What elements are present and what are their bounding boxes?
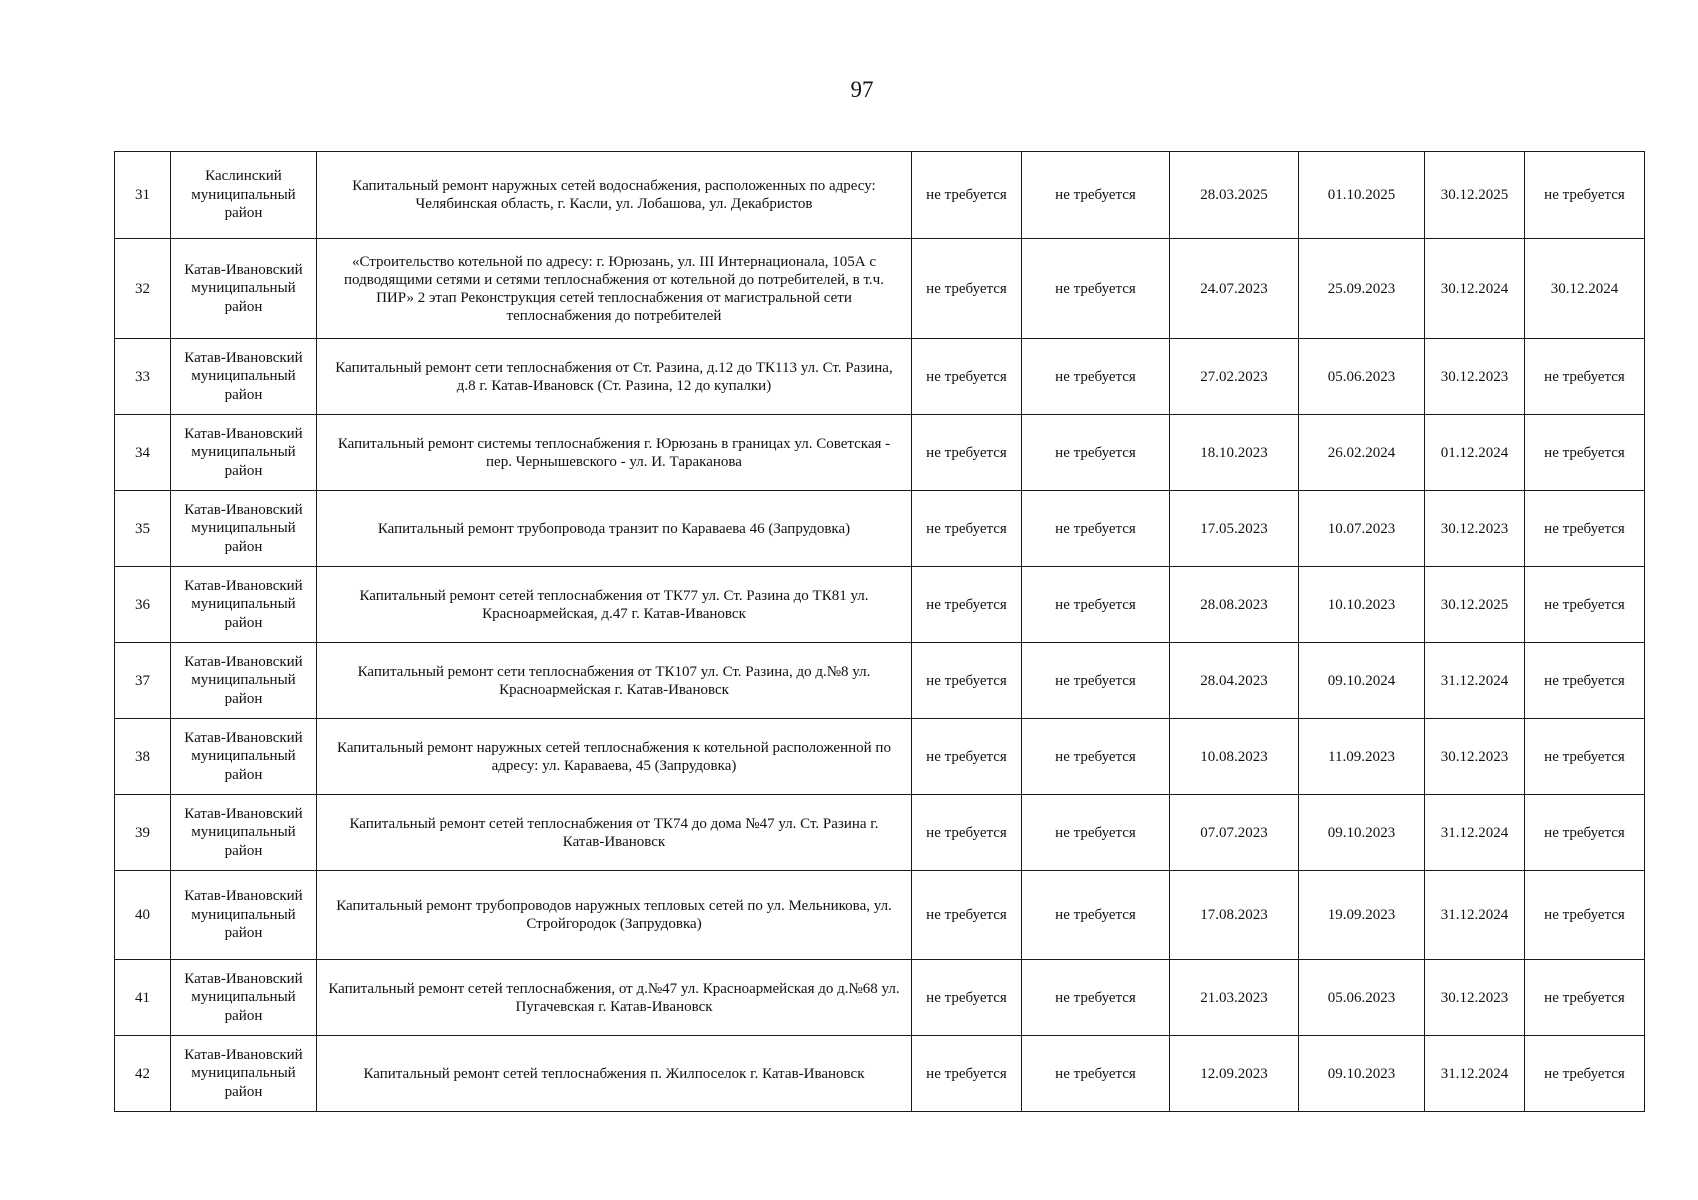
requirement-cell-b: не требуется bbox=[1022, 795, 1170, 871]
district-cell: Катав-Ивановский муниципальный район bbox=[171, 491, 317, 567]
date-cell-2: 10.10.2023 bbox=[1299, 567, 1425, 643]
date-cell-1: 28.03.2025 bbox=[1170, 152, 1299, 239]
requirement-cell-a: не требуется bbox=[912, 960, 1022, 1036]
table-row bbox=[115, 795, 1645, 871]
date-cell-2: 05.06.2023 bbox=[1299, 960, 1425, 1036]
requirement-cell-b: не требуется bbox=[1022, 239, 1170, 339]
work-description-cell: Капитальный ремонт сетей теплоснабжения п. Жилпоселок г. Катав-Ивановск bbox=[317, 1036, 912, 1112]
requirement-cell-b: не требуется bbox=[1022, 871, 1170, 960]
date-cell-3: 30.12.2023 bbox=[1425, 719, 1525, 795]
date-or-requirement-cell: не требуется bbox=[1525, 152, 1645, 239]
date-cell-2: 01.10.2025 bbox=[1299, 152, 1425, 239]
work-description-cell: Капитальный ремонт наружных сетей теплоснабжения к котельной расположенной по адресу: ул. Караваева, 45 (Запрудовка) bbox=[317, 719, 912, 795]
table-row bbox=[115, 1036, 1645, 1112]
requirement-cell-a: не требуется bbox=[912, 1036, 1022, 1112]
date-cell-1: 28.04.2023 bbox=[1170, 643, 1299, 719]
date-cell-1: 21.03.2023 bbox=[1170, 960, 1299, 1036]
work-description-cell: Капитальный ремонт сетей теплоснабжения от ТК77 ул. Ст. Разина до ТК81 ул. Красноармейская, д.47 г. Катав-Ивановск bbox=[317, 567, 912, 643]
requirement-cell-b: не требуется bbox=[1022, 339, 1170, 415]
district-cell: Катав-Ивановский муниципальный район bbox=[171, 643, 317, 719]
registry-table bbox=[114, 151, 1645, 1112]
requirement-cell-b: не требуется bbox=[1022, 415, 1170, 491]
table-row bbox=[115, 567, 1645, 643]
date-cell-2: 26.02.2024 bbox=[1299, 415, 1425, 491]
row-number-cell: 39 bbox=[115, 795, 171, 871]
district-cell: Катав-Ивановский муниципальный район bbox=[171, 567, 317, 643]
work-description-cell: Капитальный ремонт сетей теплоснабжения, от д.№47 ул. Красноармейская до д.№68 ул. Пугачевская г. Катав-Ивановск bbox=[317, 960, 912, 1036]
date-cell-1: 17.05.2023 bbox=[1170, 491, 1299, 567]
date-cell-3: 30.12.2023 bbox=[1425, 960, 1525, 1036]
date-or-requirement-cell: не требуется bbox=[1525, 415, 1645, 491]
requirement-cell-b: не требуется bbox=[1022, 643, 1170, 719]
date-or-requirement-cell: не требуется bbox=[1525, 491, 1645, 567]
date-or-requirement-cell: не требуется bbox=[1525, 567, 1645, 643]
row-number-cell: 41 bbox=[115, 960, 171, 1036]
date-cell-3: 31.12.2024 bbox=[1425, 795, 1525, 871]
date-cell-3: 31.12.2024 bbox=[1425, 871, 1525, 960]
date-or-requirement-cell: не требуется bbox=[1525, 871, 1645, 960]
requirement-cell-a: не требуется bbox=[912, 643, 1022, 719]
date-cell-3: 30.12.2025 bbox=[1425, 567, 1525, 643]
table-row bbox=[115, 719, 1645, 795]
date-cell-2: 19.09.2023 bbox=[1299, 871, 1425, 960]
table-body bbox=[115, 152, 1645, 1112]
requirement-cell-a: не требуется bbox=[912, 152, 1022, 239]
district-cell: Катав-Ивановский муниципальный район bbox=[171, 960, 317, 1036]
row-number-cell: 32 bbox=[115, 239, 171, 339]
work-description-cell: «Строительство котельной по адресу: г. Юрюзань, ул. III Интернационала, 105А с подводящими сетями и сетями теплоснабжения от котельной до потребителей, в т.ч. ПИР» 2 этап Реконструкция сетей теплоснабжения от магистральной сети теплоснабжения до потребителей bbox=[317, 239, 912, 339]
date-cell-3: 31.12.2024 bbox=[1425, 1036, 1525, 1112]
table-row bbox=[115, 960, 1645, 1036]
date-cell-3: 30.12.2024 bbox=[1425, 239, 1525, 339]
date-or-requirement-cell: не требуется bbox=[1525, 339, 1645, 415]
requirement-cell-b: не требуется bbox=[1022, 491, 1170, 567]
requirement-cell-a: не требуется bbox=[912, 719, 1022, 795]
date-cell-2: 11.09.2023 bbox=[1299, 719, 1425, 795]
requirement-cell-b: не требуется bbox=[1022, 719, 1170, 795]
row-number-cell: 34 bbox=[115, 415, 171, 491]
work-description-cell: Капитальный ремонт сетей теплоснабжения от ТК74 до дома №47 ул. Ст. Разина г. Катав-Ивановск bbox=[317, 795, 912, 871]
date-or-requirement-cell: не требуется bbox=[1525, 719, 1645, 795]
district-cell: Катав-Ивановский муниципальный район bbox=[171, 1036, 317, 1112]
date-or-requirement-cell: 30.12.2024 bbox=[1525, 239, 1645, 339]
requirement-cell-a: не требуется bbox=[912, 567, 1022, 643]
row-number-cell: 42 bbox=[115, 1036, 171, 1112]
work-description-cell: Капитальный ремонт сети теплоснабжения от ТК107 ул. Ст. Разина, до д.№8 ул. Красноармейская г. Катав-Ивановск bbox=[317, 643, 912, 719]
table-row bbox=[115, 339, 1645, 415]
row-number-cell: 36 bbox=[115, 567, 171, 643]
date-cell-3: 30.12.2025 bbox=[1425, 152, 1525, 239]
date-cell-1: 28.08.2023 bbox=[1170, 567, 1299, 643]
requirement-cell-b: не требуется bbox=[1022, 1036, 1170, 1112]
date-or-requirement-cell: не требуется bbox=[1525, 960, 1645, 1036]
requirement-cell-b: не требуется bbox=[1022, 567, 1170, 643]
district-cell: Катав-Ивановский муниципальный район bbox=[171, 339, 317, 415]
district-cell: Катав-Ивановский муниципальный район bbox=[171, 239, 317, 339]
row-number-cell: 40 bbox=[115, 871, 171, 960]
date-cell-2: 05.06.2023 bbox=[1299, 339, 1425, 415]
date-cell-3: 31.12.2024 bbox=[1425, 643, 1525, 719]
date-cell-3: 01.12.2024 bbox=[1425, 415, 1525, 491]
date-cell-1: 24.07.2023 bbox=[1170, 239, 1299, 339]
table-row bbox=[115, 415, 1645, 491]
date-cell-1: 12.09.2023 bbox=[1170, 1036, 1299, 1112]
requirement-cell-b: не требуется bbox=[1022, 152, 1170, 239]
date-cell-1: 10.08.2023 bbox=[1170, 719, 1299, 795]
requirement-cell-b: не требуется bbox=[1022, 960, 1170, 1036]
date-or-requirement-cell: не требуется bbox=[1525, 1036, 1645, 1112]
requirement-cell-a: не требуется bbox=[912, 239, 1022, 339]
date-cell-2: 09.10.2024 bbox=[1299, 643, 1425, 719]
date-cell-2: 10.07.2023 bbox=[1299, 491, 1425, 567]
work-description-cell: Капитальный ремонт трубопроводов наружных тепловых сетей по ул. Мельникова, ул. Стройгородок (Запрудовка) bbox=[317, 871, 912, 960]
row-number-cell: 38 bbox=[115, 719, 171, 795]
date-cell-1: 27.02.2023 bbox=[1170, 339, 1299, 415]
row-number-cell: 31 bbox=[115, 152, 171, 239]
work-description-cell: Капитальный ремонт наружных сетей водоснабжения, расположенных по адресу: Челябинская область, г. Касли, ул. Лобашова, ул. Декабристов bbox=[317, 152, 912, 239]
work-description-cell: Капитальный ремонт системы теплоснабжения г. Юрюзань в границах ул. Советская - пер. Чернышевского - ул. И. Тараканова bbox=[317, 415, 912, 491]
row-number-cell: 35 bbox=[115, 491, 171, 567]
date-cell-3: 30.12.2023 bbox=[1425, 491, 1525, 567]
table-row bbox=[115, 643, 1645, 719]
district-cell: Катав-Ивановский муниципальный район bbox=[171, 871, 317, 960]
district-cell: Катав-Ивановский муниципальный район bbox=[171, 795, 317, 871]
requirement-cell-a: не требуется bbox=[912, 415, 1022, 491]
table-row bbox=[115, 871, 1645, 960]
date-cell-1: 07.07.2023 bbox=[1170, 795, 1299, 871]
district-cell: Каслинский муниципальный район bbox=[171, 152, 317, 239]
requirement-cell-a: не требуется bbox=[912, 491, 1022, 567]
date-or-requirement-cell: не требуется bbox=[1525, 643, 1645, 719]
date-cell-2: 25.09.2023 bbox=[1299, 239, 1425, 339]
work-description-cell: Капитальный ремонт сети теплоснабжения от Ст. Разина, д.12 до ТК113 ул. Ст. Разина, д.8 г. Катав-Ивановск (Ст. Разина, 12 до купалки) bbox=[317, 339, 912, 415]
date-cell-1: 17.08.2023 bbox=[1170, 871, 1299, 960]
table-row bbox=[115, 239, 1645, 339]
row-number-cell: 33 bbox=[115, 339, 171, 415]
district-cell: Катав-Ивановский муниципальный район bbox=[171, 719, 317, 795]
work-description-cell: Капитальный ремонт трубопровода транзит по Караваева 46 (Запрудовка) bbox=[317, 491, 912, 567]
requirement-cell-a: не требуется bbox=[912, 871, 1022, 960]
date-cell-3: 30.12.2023 bbox=[1425, 339, 1525, 415]
row-number-cell: 37 bbox=[115, 643, 171, 719]
requirement-cell-a: не требуется bbox=[912, 795, 1022, 871]
date-cell-1: 18.10.2023 bbox=[1170, 415, 1299, 491]
date-or-requirement-cell: не требуется bbox=[1525, 795, 1645, 871]
page-number: 97 bbox=[850, 77, 874, 102]
date-cell-2: 09.10.2023 bbox=[1299, 1036, 1425, 1112]
district-cell: Катав-Ивановский муниципальный район bbox=[171, 415, 317, 491]
date-cell-2: 09.10.2023 bbox=[1299, 795, 1425, 871]
table-row bbox=[115, 491, 1645, 567]
table-row bbox=[115, 152, 1645, 239]
requirement-cell-a: не требуется bbox=[912, 339, 1022, 415]
